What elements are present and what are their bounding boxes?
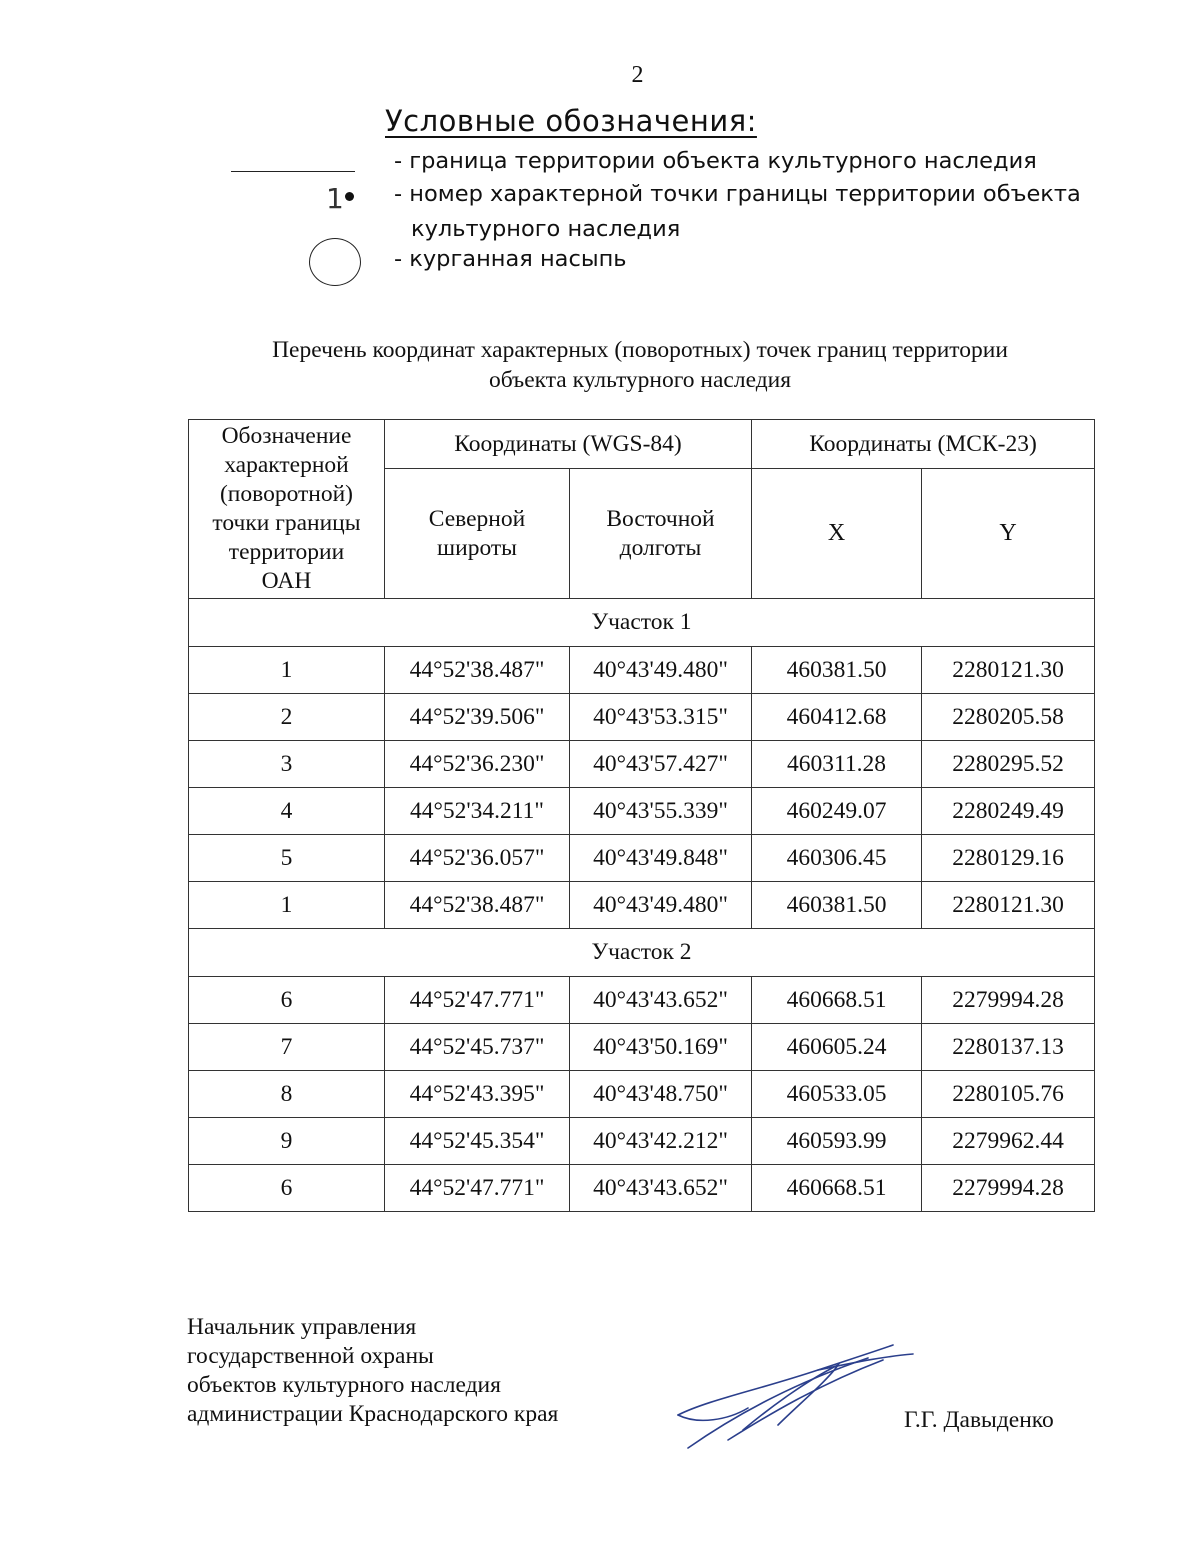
- cell-point: 1: [189, 882, 385, 929]
- signatory-position: [187, 1313, 558, 1429]
- cell-lat: 44°52'47.771": [385, 977, 570, 1024]
- table-row: [189, 694, 1095, 741]
- legend-boundary-text: - граница территории объекта культурного наследия: [394, 148, 1037, 174]
- table-row: [189, 1024, 1095, 1071]
- cell-x: 460668.51: [752, 977, 922, 1024]
- lat-header: Северной широты: [385, 469, 570, 599]
- cell-lon: 40°43'50.169": [570, 1024, 752, 1071]
- cell-point: 9: [189, 1118, 385, 1165]
- coordinates-table: [188, 419, 1095, 1212]
- msk-header: Координаты (МСК-23): [752, 420, 1095, 469]
- cell-lon: 40°43'55.339": [570, 788, 752, 835]
- cell-lat: 44°52'36.057": [385, 835, 570, 882]
- cell-lon: 40°43'48.750": [570, 1071, 752, 1118]
- mound-circle-symbol: [309, 238, 361, 286]
- cell-lat: 44°52'38.487": [385, 647, 570, 694]
- cell-y: 2279962.44: [922, 1118, 1095, 1165]
- legend-point-text: - номер характерной точки границы территории объекта: [394, 181, 1081, 207]
- table-caption: [200, 335, 1080, 395]
- cell-lat: 44°52'34.211": [385, 788, 570, 835]
- cell-lat: 44°52'39.506": [385, 694, 570, 741]
- cell-x: 460381.50: [752, 882, 922, 929]
- cell-x: 460593.99: [752, 1118, 922, 1165]
- table-row: [189, 741, 1095, 788]
- boundary-line-symbol: [231, 171, 355, 172]
- cell-point: 6: [189, 977, 385, 1024]
- cell-lat: 44°52'36.230": [385, 741, 570, 788]
- table-header-row: [189, 420, 1095, 469]
- cell-point: 5: [189, 835, 385, 882]
- signatory-name: Г.Г. Давыденко: [904, 1407, 1054, 1433]
- wgs-header: Координаты (WGS-84): [385, 420, 752, 469]
- caption-line-2: объекта культурного наследия: [488, 367, 792, 393]
- caption-line-1: Перечень координат характерных (поворотных) точек границ территории: [272, 337, 1008, 363]
- cell-x: 460311.28: [752, 741, 922, 788]
- signatory-line: администрации Краснодарского края: [187, 1401, 559, 1427]
- cell-y: 2280105.76: [922, 1071, 1095, 1118]
- cell-point: 8: [189, 1071, 385, 1118]
- cell-lat: 44°52'38.487": [385, 882, 570, 929]
- section-row: [189, 929, 1095, 977]
- cell-y: 2280137.13: [922, 1024, 1095, 1071]
- section-title: Участок 1: [189, 599, 1095, 647]
- cell-point: 2: [189, 694, 385, 741]
- cell-lat: 44°52'45.354": [385, 1118, 570, 1165]
- cell-x: 460306.45: [752, 835, 922, 882]
- cell-lon: 40°43'49.480": [570, 882, 752, 929]
- cell-lon: 40°43'43.652": [570, 977, 752, 1024]
- table-row: [189, 647, 1095, 694]
- cell-x: 460249.07: [752, 788, 922, 835]
- cell-x: 460381.50: [752, 647, 922, 694]
- cell-point: 1: [189, 647, 385, 694]
- table-row: [189, 977, 1095, 1024]
- section-row: [189, 599, 1095, 647]
- cell-point: 3: [189, 741, 385, 788]
- cell-y: 2280205.58: [922, 694, 1095, 741]
- legend-title: Условные обозначения:: [385, 104, 757, 138]
- cell-y: 2280295.52: [922, 741, 1095, 788]
- cell-lon: 40°43'53.315": [570, 694, 752, 741]
- cell-lat: 44°52'45.737": [385, 1024, 570, 1071]
- cell-lon: 40°43'57.427": [570, 741, 752, 788]
- legend-point-text-cont: культурного наследия: [411, 216, 681, 242]
- cell-x: 460668.51: [752, 1165, 922, 1212]
- table-row: [189, 1071, 1095, 1118]
- cell-lon: 40°43'49.848": [570, 835, 752, 882]
- cell-lon: 40°43'42.212": [570, 1118, 752, 1165]
- legend-mound-text: - курганная насыпь: [394, 246, 627, 272]
- cell-y: 2279994.28: [922, 977, 1095, 1024]
- cell-x: 460605.24: [752, 1024, 922, 1071]
- cell-x: 460533.05: [752, 1071, 922, 1118]
- page-number: 2: [631, 62, 644, 88]
- table-row: [189, 1165, 1095, 1212]
- y-header: Y: [922, 469, 1095, 599]
- cell-point: 6: [189, 1165, 385, 1212]
- cell-y: 2280121.30: [922, 647, 1095, 694]
- point-dot-symbol: [345, 192, 354, 201]
- signatory-line: государственной охраны: [187, 1343, 434, 1369]
- x-header: X: [752, 469, 922, 599]
- signatory-line: Начальник управления: [187, 1314, 417, 1340]
- point-column-header: Обозначение характерной (поворотной) точки границы территории ОАН: [189, 420, 385, 599]
- cell-y: 2280249.49: [922, 788, 1095, 835]
- cell-point: 7: [189, 1024, 385, 1071]
- lon-header: Восточной долготы: [570, 469, 752, 599]
- cell-y: 2279994.28: [922, 1165, 1095, 1212]
- signatory-line: объектов культурного наследия: [187, 1372, 501, 1398]
- table-row: [189, 1118, 1095, 1165]
- section-title: Участок 2: [189, 929, 1095, 977]
- cell-lon: 40°43'43.652": [570, 1165, 752, 1212]
- cell-lat: 44°52'43.395": [385, 1071, 570, 1118]
- cell-lon: 40°43'49.480": [570, 647, 752, 694]
- table-row: [189, 788, 1095, 835]
- cell-x: 460412.68: [752, 694, 922, 741]
- handwritten-signature: [668, 1330, 916, 1460]
- cell-y: 2280121.30: [922, 882, 1095, 929]
- cell-y: 2280129.16: [922, 835, 1095, 882]
- point-number-symbol: 1: [326, 182, 344, 215]
- cell-lat: 44°52'47.771": [385, 1165, 570, 1212]
- cell-point: 4: [189, 788, 385, 835]
- table-row: [189, 882, 1095, 929]
- table-row: [189, 835, 1095, 882]
